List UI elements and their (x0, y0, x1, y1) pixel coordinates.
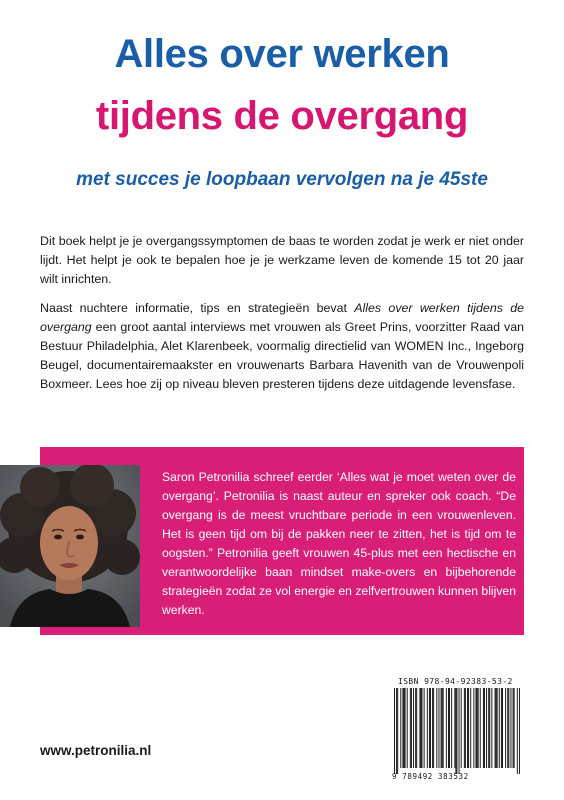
barcode-bar (508, 688, 509, 768)
barcode-bar (405, 688, 406, 768)
subtitle: met succes je loopbaan vervolgen na je 45ste (76, 169, 488, 190)
barcode-bar (480, 688, 481, 768)
barcode-bar (402, 688, 403, 768)
barcode-bar (470, 688, 471, 768)
title-line-2: tijdens de overgang (95, 94, 469, 138)
barcode-bar (455, 688, 456, 774)
isbn-barcode (394, 688, 520, 774)
barcode-bar (432, 688, 433, 768)
author-bio: Saron Petronilia schreef eerder ‘Alles wat je moet weten over de overgang’. Petronilia is naast auteur en spreker ook coach. “De overgang is de meest vruchtbare periode in een vrouwenleven. Het is geen tijd om bij de pakken neer te zitten, het is tijd om te oogsten.” Petronilia geeft vrouwen 45-plus met een hectische en verantwoordelijke baan mindset make-overs en bijbehorende strategieën zodat ze vol energie en zelfvertrouwen kunnen blijven werken. (162, 470, 516, 617)
barcode-bar (514, 688, 515, 768)
barcode-bar (419, 688, 420, 768)
barcode-bar (459, 688, 460, 774)
barcode-bar (513, 688, 514, 768)
barcode-bar (436, 688, 437, 768)
barcode-bar (430, 688, 431, 768)
barcode-bar (443, 688, 444, 768)
barcode-bar (510, 688, 511, 768)
barcode-bar (461, 688, 462, 768)
barcode-bar (429, 688, 430, 768)
author-portrait-image (0, 465, 140, 627)
barcode-digits: 9 789492 383532 (392, 772, 469, 781)
barcode-bar (456, 688, 457, 774)
intro-paragraph: Dit boek helpt je je overgangssymptomen de baas te worden zodat je werk er niet onder lijdt. Het helpt je ook te bepalen hoe je je werkzame leven de komende 15 tot 20 jaar wilt inrichten. (40, 234, 524, 286)
barcode-bar (491, 688, 492, 768)
barcode-bar (488, 688, 489, 768)
barcode-bar (477, 688, 478, 768)
barcode-bar (501, 688, 502, 768)
barcode-bar (489, 688, 490, 768)
barcode-bar (454, 688, 455, 768)
barcode-bar (442, 688, 443, 768)
barcode-bar (396, 688, 397, 774)
barcode-bar (519, 688, 520, 774)
barcode-bar (424, 688, 425, 768)
barcode-bar (446, 688, 447, 768)
title-line-1: Alles over werken (114, 32, 450, 76)
barcode-bar (427, 688, 428, 768)
barcode-bar (495, 688, 496, 768)
barcode-bar (484, 688, 485, 768)
author-photo (0, 465, 140, 627)
website-link[interactable]: www.petronilia.nl (40, 743, 152, 758)
barcode-bar (400, 688, 401, 768)
barcode-bar (507, 688, 508, 768)
barcode-bar (483, 688, 484, 768)
barcode-bar (497, 688, 498, 768)
barcode-bar (451, 688, 452, 768)
barcode-bar (517, 688, 518, 774)
barcode-bar (505, 688, 506, 768)
barcode-bar (467, 688, 468, 768)
content-paragraph-start: Naast nuchtere informatie, tips en strategieën bevat (40, 301, 355, 315)
barcode-bar (394, 688, 395, 774)
barcode-bar (496, 688, 497, 768)
barcode-bar (464, 688, 465, 768)
barcode-bar (404, 688, 405, 768)
barcode-bar (415, 688, 416, 768)
isbn-label: ISBN 978-94-92383-53-2 (398, 677, 513, 686)
barcode-bar (397, 688, 398, 774)
barcode-bar (413, 688, 414, 768)
barcode-bar (448, 688, 449, 768)
barcode-bar (416, 688, 417, 768)
barcode-bar (486, 688, 487, 768)
barcode-bar (502, 688, 503, 768)
barcode-bar (468, 688, 469, 768)
barcode-bar (465, 688, 466, 768)
book-title-italic: Alles over werken tijdens de overgang (40, 301, 524, 334)
barcode-bar (449, 688, 450, 768)
barcode-bar (478, 688, 479, 768)
barcode-bar (499, 688, 500, 768)
barcode-bar (410, 688, 411, 768)
barcode-bar (433, 688, 434, 768)
barcode-bar (441, 688, 442, 768)
barcode-bar (411, 688, 412, 768)
barcode-bar (422, 688, 423, 768)
barcode-bar (473, 688, 474, 768)
barcode-bar (476, 688, 477, 768)
content-paragraph (40, 299, 524, 394)
content-paragraph-end: een groot aantal interviews met vrouwen als Greet Prins, voorzitter Raad van Bestuur Philadelphia, Alet Klarenbeek, voormalig directielid van WOMEN Inc., Ingeborg Beugel, documentairemaakster en vrouwenarts Barbara Havenith van de Vrouwenpoli Boxmeer. Lees hoe zij op niveau bleven presteren tijdens deze uitdagende levensfase. (40, 320, 524, 391)
barcode-bar (438, 688, 439, 768)
barcode-bar (420, 688, 421, 768)
barcode-bar (407, 688, 408, 768)
